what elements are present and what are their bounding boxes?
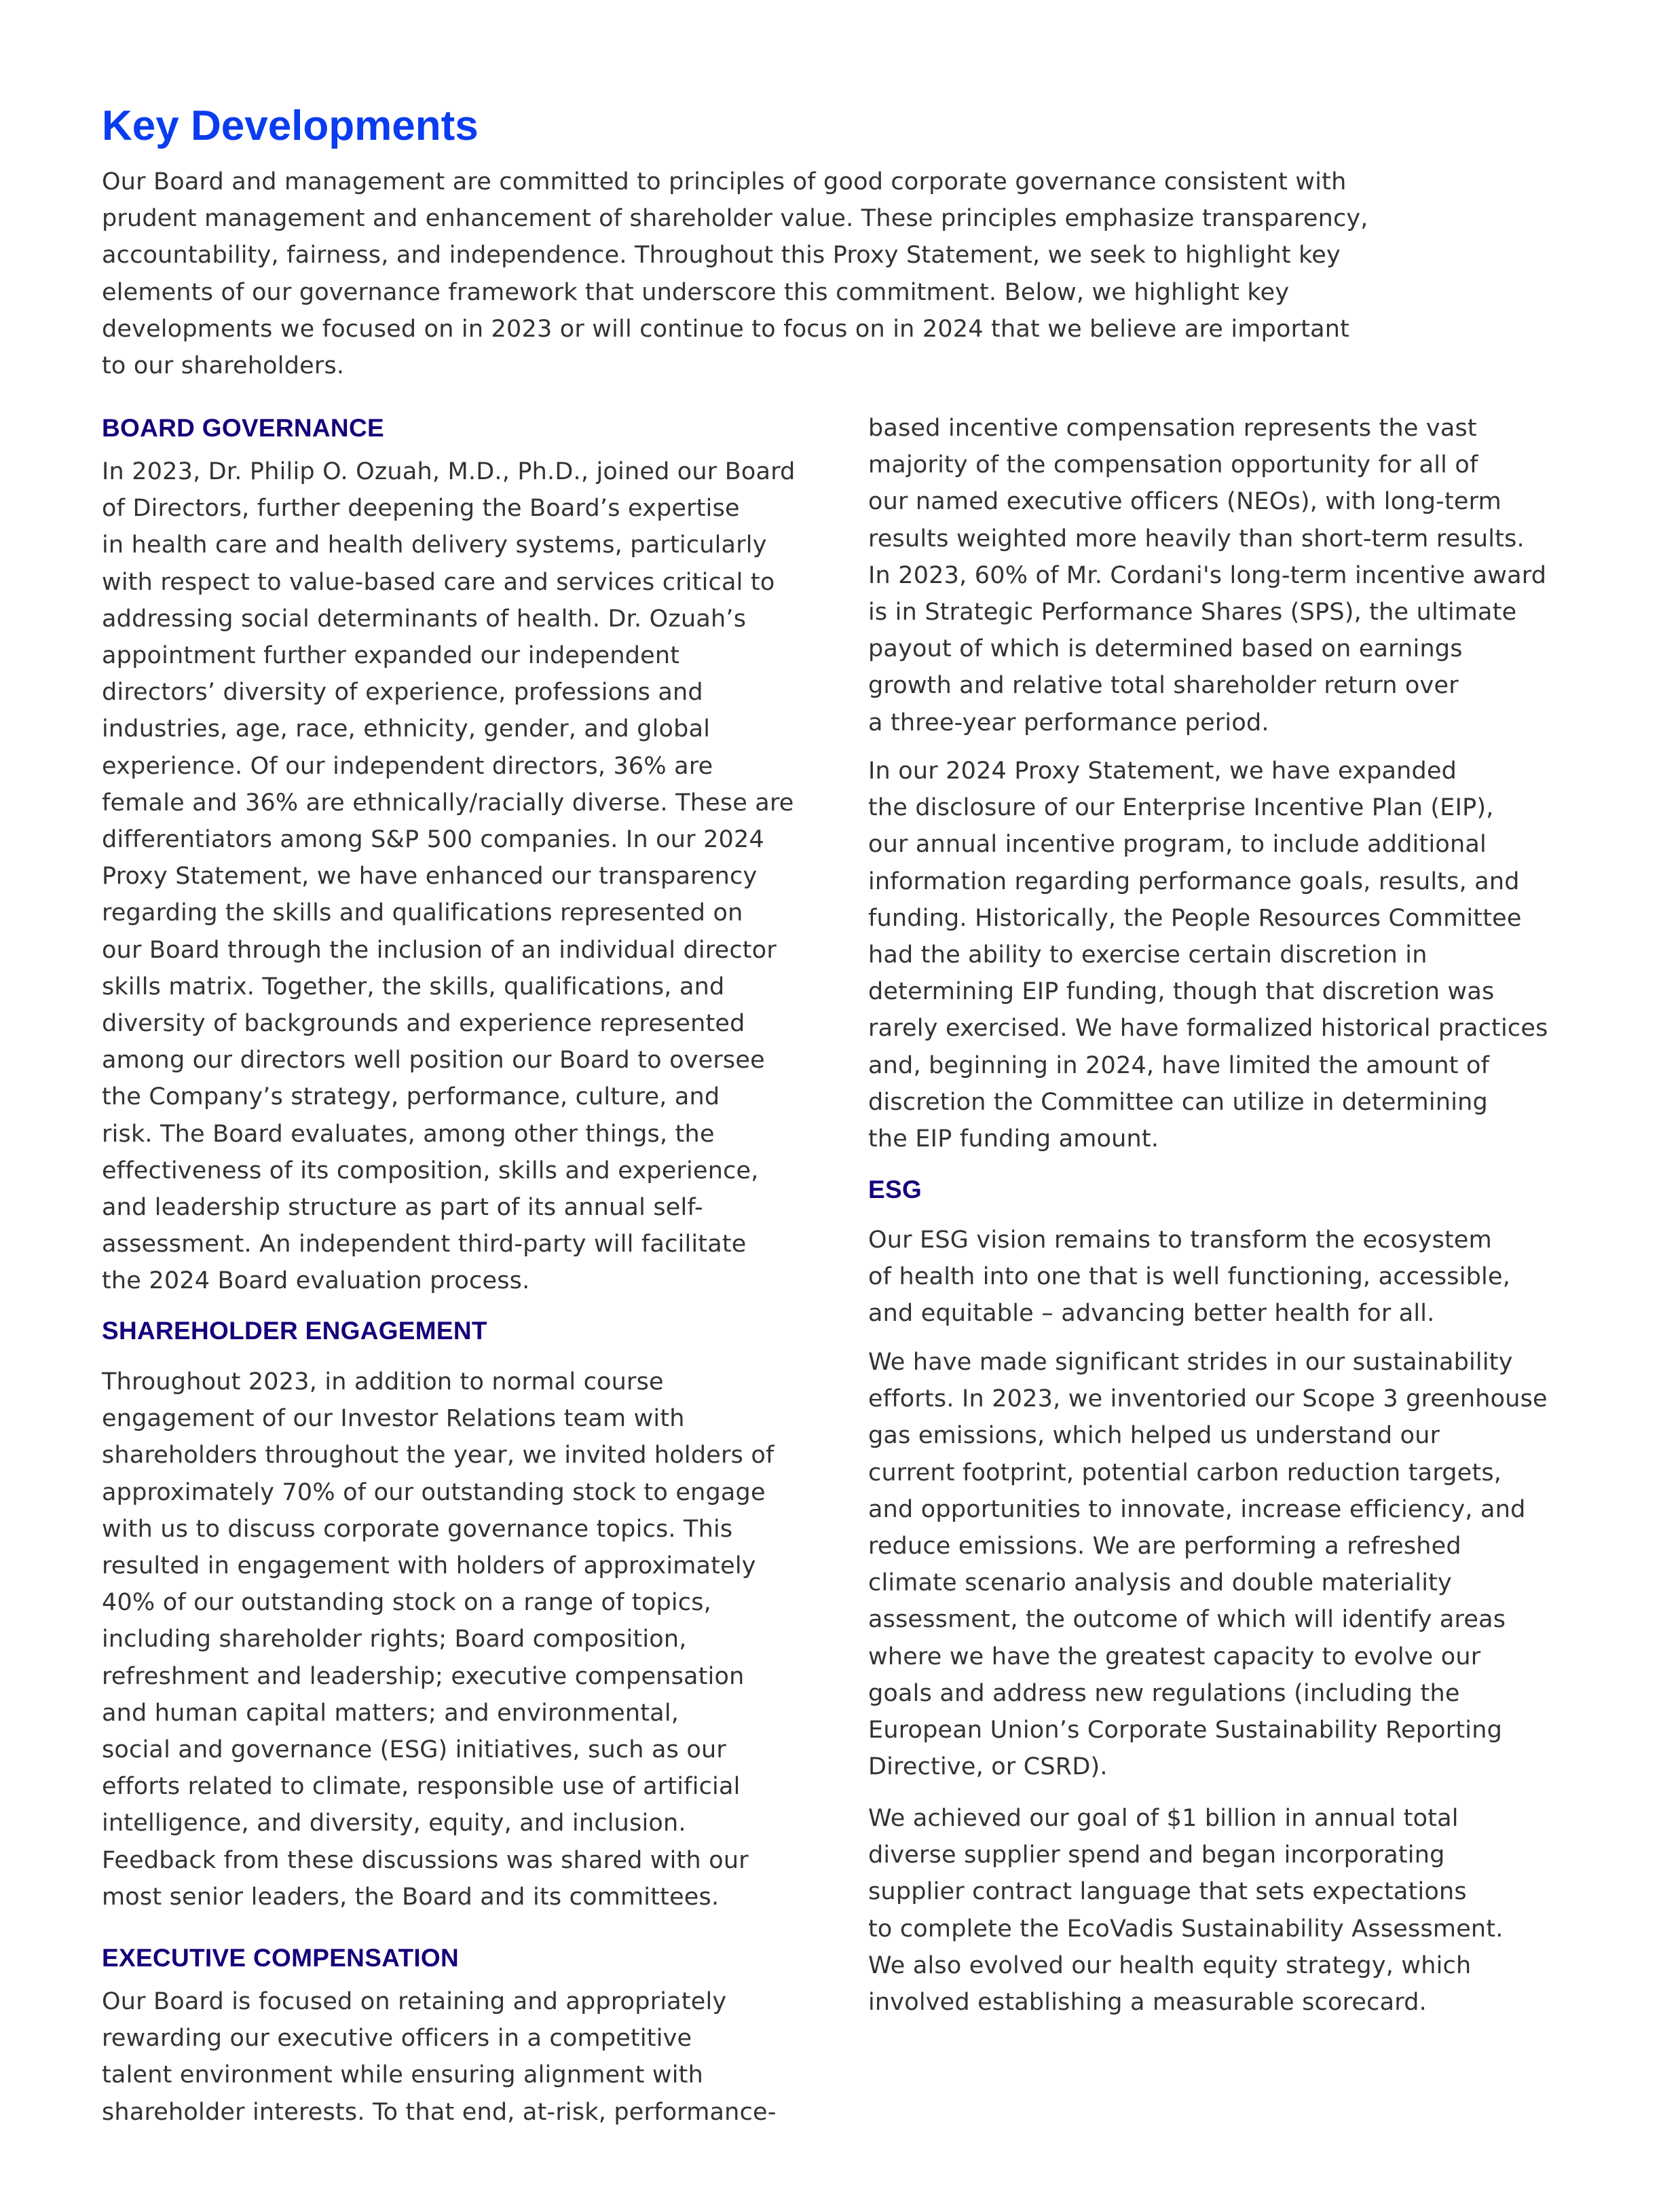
- text-line: Our Board is focused on retaining and appropriately: [102, 1988, 727, 2015]
- text-line: our Board through the inclusion of an individual director: [102, 936, 777, 964]
- text-line: with respect to value-based care and services critical to: [102, 568, 775, 596]
- text-line: supplier contract language that sets expectations: [868, 1878, 1467, 1906]
- text-line: refreshment and leadership; executive compensation: [102, 1662, 745, 1690]
- text-line: female and 36% are ethnically/racially diverse. These are: [102, 789, 794, 817]
- text-line: addressing social determinants of health. Dr. Ozuah’s: [102, 605, 747, 633]
- text-line: diverse supplier spend and began incorporating: [868, 1841, 1445, 1869]
- text-line: the 2024 Board evaluation process.: [102, 1267, 530, 1295]
- esg-vision-paragraph: [868, 1222, 1601, 1332]
- text-line: Feedback from these discussions was shared with our: [102, 1846, 749, 1874]
- board-governance-heading: BOARD GOVERNANCE: [102, 414, 384, 442]
- text-line: directors’ diversity of experience, professions and: [102, 679, 703, 707]
- shareholder-engagement-paragraph: [102, 1364, 835, 1915]
- text-line: Our Board and management are committed to principles of good corporate governance consistent with: [102, 168, 1347, 195]
- text-line: and leadership structure as part of its annual self-: [102, 1194, 703, 1222]
- text-line: industries, age, race, ethnicity, gender, and global: [102, 715, 711, 743]
- text-line: diversity of backgrounds and experience represented: [102, 1010, 745, 1038]
- text-line: experience. Of our independent directors, 36% are: [102, 752, 713, 780]
- text-line: Our ESG vision remains to transform the ecosystem: [868, 1227, 1492, 1254]
- text-line: social and governance (ESG) initiatives, such as our: [102, 1736, 727, 1764]
- text-line: in health care and health delivery systems, particularly: [102, 531, 767, 559]
- text-line: a three-year performance period.: [868, 709, 1269, 736]
- text-line: involved establishing a measurable scorecard.: [868, 1989, 1427, 2017]
- text-line: and opportunities to innovate, increase efficiency, and: [868, 1495, 1526, 1523]
- text-line: current footprint, potential carbon reduction targets,: [868, 1459, 1502, 1486]
- text-line: with us to discuss corporate governance topics. This: [102, 1515, 733, 1543]
- text-line: information regarding performance goals, results, and: [868, 867, 1520, 895]
- text-line: growth and relative total shareholder return over: [868, 672, 1459, 700]
- intro-paragraph: [102, 164, 1595, 384]
- text-line: funding. Historically, the People Resources Committee: [868, 904, 1522, 932]
- text-line: of health into one that is well functioning, accessible,: [868, 1263, 1511, 1291]
- text-line: the Company’s strategy, performance, culture, and: [102, 1083, 720, 1111]
- page-title: Key Developments: [102, 102, 479, 149]
- text-line: 40% of our outstanding stock on a range of topics,: [102, 1589, 712, 1617]
- text-line: including shareholder rights; Board composition,: [102, 1626, 687, 1653]
- board-governance-paragraph: [102, 453, 835, 1300]
- text-line: Throughout 2023, in addition to normal course: [102, 1368, 664, 1396]
- text-line: We have made significant strides in our sustainability: [868, 1349, 1513, 1376]
- text-line: developments we focused on in 2023 or will continue to focus on in 2024 that we believe are important: [102, 315, 1350, 343]
- text-line: appointment further expanded our independent: [102, 642, 680, 670]
- text-line: shareholders throughout the year, we invited holders of: [102, 1442, 774, 1470]
- text-line: accountability, fairness, and independence. Throughout this Proxy Statement, we seek to highlight key: [102, 242, 1341, 269]
- text-line: We achieved our goal of $1 billion in annual total: [868, 1805, 1459, 1832]
- text-line: payout of which is determined based on earnings: [868, 635, 1463, 663]
- text-line: risk. The Board evaluates, among other things, the: [102, 1120, 715, 1148]
- esg-heading: ESG: [868, 1176, 922, 1203]
- text-line: Proxy Statement, we have enhanced our transparency: [102, 863, 758, 891]
- text-line: Directive, or CSRD).: [868, 1753, 1108, 1781]
- text-line: effectiveness of its composition, skills and experience,: [102, 1157, 759, 1184]
- text-line: In 2023, 60% of Mr. Cordani's long-term incentive award: [868, 561, 1547, 589]
- eip-paragraph: [868, 753, 1601, 1157]
- text-line: efforts related to climate, responsible use of artificial: [102, 1773, 741, 1801]
- text-line: determining EIP funding, though that discretion was: [868, 978, 1495, 1006]
- text-line: climate scenario analysis and double materiality: [868, 1569, 1452, 1597]
- text-line: our annual incentive program, to include additional: [868, 831, 1487, 859]
- text-line: approximately 70% of our outstanding stock to engage: [102, 1478, 766, 1506]
- text-line: the EIP funding amount.: [868, 1125, 1159, 1153]
- text-line: and equitable – advancing better health for all.: [868, 1300, 1435, 1328]
- text-line: European Union’s Corporate Sustainability Reporting: [868, 1717, 1502, 1744]
- text-line: We also evolved our health equity strategy, which: [868, 1951, 1472, 1979]
- text-line: In 2023, Dr. Philip O. Ozuah, M.D., Ph.D., joined our Board: [102, 458, 796, 485]
- text-line: prudent management and enhancement of shareholder value. These principles emphasize transparency,: [102, 205, 1368, 233]
- text-line: assessment, the outcome of which will identify areas: [868, 1606, 1506, 1634]
- text-line: majority of the compensation opportunity for all of: [868, 451, 1478, 479]
- text-line: reduce emissions. We are performing a refreshed: [868, 1533, 1461, 1560]
- text-line: where we have the greatest capacity to evolve our: [868, 1643, 1481, 1670]
- text-line: skills matrix. Together, the skills, qualifications, and: [102, 973, 725, 1000]
- text-line: elements of our governance framework that underscore this commitment. Below, we highlight key: [102, 278, 1290, 306]
- shareholder-engagement-heading: SHAREHOLDER ENGAGEMENT: [102, 1317, 487, 1345]
- text-line: goals and address new regulations (including the: [868, 1679, 1460, 1707]
- text-line: resulted in engagement with holders of approximately: [102, 1552, 756, 1580]
- text-line: gas emissions, which helped us understand our: [868, 1422, 1440, 1450]
- esg-sustainability-paragraph: [868, 1344, 1601, 1785]
- text-line: discretion the Committee can utilize in determining: [868, 1088, 1488, 1116]
- text-line: to our shareholders.: [102, 352, 345, 380]
- executive-compensation-heading: EXECUTIVE COMPENSATION: [102, 1944, 460, 1972]
- text-line: shareholder interests. To that end, at-risk, performance-: [102, 2098, 777, 2126]
- text-line: efforts. In 2023, we inventoried our Scope 3 greenhouse: [868, 1385, 1548, 1413]
- executive-compensation-paragraph-continued: [868, 410, 1601, 741]
- text-line: intelligence, and diversity, equity, and inclusion.: [102, 1810, 686, 1837]
- esg-supplier-paragraph: [868, 1800, 1601, 2021]
- text-line: rewarding our executive officers in a competitive: [102, 2025, 692, 2053]
- text-line: regarding the skills and qualifications represented on: [102, 899, 743, 927]
- executive-compensation-paragraph: [102, 1983, 835, 2131]
- text-line: results weighted more heavily than short-term results.: [868, 525, 1525, 553]
- text-line: of Directors, further deepening the Board’s expertise: [102, 495, 740, 523]
- text-line: talent environment while ensuring alignment with: [102, 2061, 703, 2089]
- text-line: most senior leaders, the Board and its committees.: [102, 1883, 720, 1911]
- text-line: the disclosure of our Enterprise Incentive Plan (EIP),: [868, 794, 1494, 822]
- text-line: rarely exercised. We have formalized historical practices: [868, 1015, 1548, 1043]
- text-line: differentiators among S&P 500 companies. In our 2024: [102, 826, 764, 854]
- text-line: to complete the EcoVadis Sustainability Assessment.: [868, 1915, 1504, 1943]
- text-line: and human capital matters; and environmental,: [102, 1699, 679, 1727]
- text-line: based incentive compensation represents the vast: [868, 415, 1477, 442]
- text-line: our named executive officers (NEOs), with long-term: [868, 488, 1501, 516]
- text-line: engagement of our Investor Relations team with: [102, 1405, 685, 1433]
- text-line: assessment. An independent third-party will facilitate: [102, 1231, 747, 1258]
- text-line: In our 2024 Proxy Statement, we have expanded: [868, 757, 1457, 785]
- text-line: is in Strategic Performance Shares (SPS), the ultimate: [868, 599, 1517, 626]
- text-line: among our directors well position our Board to oversee: [102, 1047, 765, 1074]
- text-line: had the ability to exercise certain discretion in: [868, 941, 1427, 969]
- text-line: and, beginning in 2024, have limited the amount of: [868, 1051, 1490, 1079]
